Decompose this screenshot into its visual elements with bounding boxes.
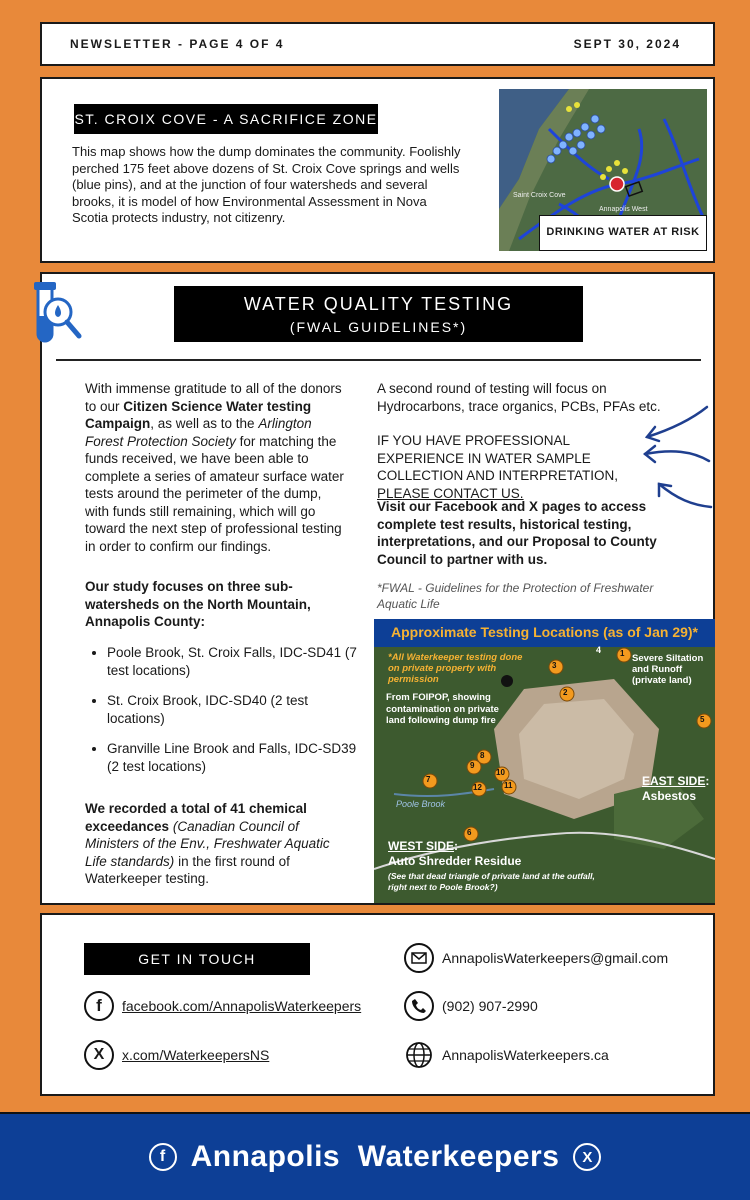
east-side-heading: EAST SIDE (642, 774, 706, 788)
professional-text: IF YOU HAVE PROFESSIONAL EXPERIENCE IN WATER SAMPLE COLLECTION AND INTERPRETATION, (377, 433, 619, 483)
intro-text-3: for matching the funds received, we have been able to complete a series of amateur surface water tests around the perimeter of the dump, with funds still remaining, which will go toward the next step of professional testing in order to confirm our findings. (85, 433, 344, 554)
email-link[interactable]: AnnapolisWaterkeepers@gmail.com (442, 950, 669, 966)
newsletter-date: SEPT 30, 2024 (573, 37, 681, 51)
west-side-heading: WEST SIDE (388, 839, 455, 853)
water-testing-title (174, 286, 583, 342)
intro-text-2: , as well as to the (150, 416, 259, 431)
fwal-footnote: *FWAL - Guidelines for the Protection of Freshwater Aquatic Life (377, 581, 654, 611)
list-item: • Poole Brook, St. Croix Falls, IDC-SD41 (7 test locations) (107, 644, 357, 679)
mail-icon (404, 943, 434, 973)
pin-7: 7 (426, 775, 431, 784)
pin-9: 9 (470, 761, 475, 770)
testing-map-note: *All Waterkeeper testing done on private property with permission (388, 652, 523, 685)
contact-section (40, 913, 715, 1096)
list-item: • St. Croix Brook, IDC-SD40 (2 test locations) (107, 692, 357, 727)
testing-map-arrow-4: 4 (596, 645, 602, 655)
water-testing-title-line1: WATER QUALITY TESTING (243, 294, 514, 314)
west-side-note: (See that dead triangle of private land at the outfall, right next to Poole Brook?) (388, 871, 595, 892)
footer-facebook-icon[interactable]: f (149, 1143, 177, 1171)
header-bar (40, 22, 715, 66)
pin-6: 6 (467, 828, 472, 837)
pin-5: 5 (700, 715, 705, 724)
water-testing-title-line2: (FWAL GUIDELINES*) (289, 319, 468, 335)
pin-12: 12 (473, 783, 482, 792)
west-side-shredder: Auto Shredder Residue (388, 854, 522, 868)
footer-x-icon[interactable]: X (573, 1143, 601, 1171)
water-testing-section (40, 272, 715, 905)
map-caption: DRINKING WATER AT RISK (539, 215, 707, 251)
email-row[interactable] (404, 943, 668, 973)
exceedances-standards: (Canadian Council of Ministers of the Env., Freshwater Aquatic Life standards) (85, 818, 330, 869)
phone-icon (404, 991, 434, 1021)
east-side-label: EAST SIDE: Asbestos (642, 774, 710, 803)
intro-paragraph (85, 380, 345, 555)
exceedances-paragraph (85, 800, 345, 888)
pin-2: 2 (563, 688, 568, 697)
get-in-touch-title: GET IN TOUCH (84, 943, 310, 975)
study-heading: Our study focuses on three sub-watersheds on the North Mountain, Annapolis County: (85, 579, 311, 629)
newsletter-page: NEWSLETTER - PAGE 4 OF 4 (70, 37, 285, 51)
phone-row[interactable] (404, 991, 538, 1021)
map-label-annapolis: Annapolis West (599, 206, 648, 213)
x-row[interactable] (84, 1040, 269, 1070)
visit-pages-text: Visit our Facebook and X pages to access complete test results, historical testing, interpretations, and our Proposal to County Council to partner with us. (377, 499, 657, 567)
east-side-asbestos: Asbestos (642, 789, 697, 803)
testing-map-foipop: From FOIPOP, showing contamination on private land following dump fire (386, 692, 499, 726)
x-link[interactable]: x.com/WaterkeepersNS (122, 1047, 270, 1063)
sacrifice-zone-text: This map shows how the dump dominates the community. Foolishly perched 175 feet above dozens of St. Croix Cove springs and wells (blue pins), and at the junction of four watersheds and several brooks, it is model of how Environmental Assessment in Nova Scotia protects industry, not citizenry. (72, 144, 461, 226)
facebook-icon: f (84, 991, 114, 1021)
test-tube-search-icon (24, 276, 88, 348)
footer-org-name: Annapolis Waterkeepers (190, 1140, 560, 1173)
sacrifice-zone-section (40, 77, 715, 263)
facebook-link[interactable]: facebook.com/AnnapolisWaterkeepers (122, 998, 362, 1014)
globe-icon (404, 1040, 434, 1070)
exceedances-count: We recorded a total of 41 chemical exceedances (85, 801, 307, 834)
pin-1: 1 (620, 649, 625, 658)
map-label-st-croix: Saint Croix Cove (513, 192, 566, 199)
pin-11: 11 (504, 781, 513, 790)
list-item: • Granville Line Brook and Falls, IDC-SD39 (2 test locations) (107, 740, 357, 775)
website-link[interactable]: AnnapolisWaterkeepers.ca (442, 1047, 609, 1063)
x-icon: X (84, 1040, 114, 1070)
facebook-row[interactable] (84, 991, 361, 1021)
intro-campaign: Citizen Science Water testing Campaign (85, 398, 312, 431)
pin-8: 8 (480, 751, 485, 760)
testing-map-title: Approximate Testing Locations (as of Jan 29)* (390, 624, 699, 640)
professional-callout (377, 432, 652, 502)
watershed-map (499, 89, 707, 251)
sacrifice-zone-title: ST. CROIX COVE - A SACRIFICE ZONE (74, 104, 378, 134)
second-round-text: A second round of testing will focus on Hydrocarbons, trace organics, PCBs, PFAs etc. (377, 381, 661, 414)
web-row[interactable] (404, 1040, 609, 1070)
contact-us-link[interactable]: PLEASE CONTACT US. (377, 485, 524, 501)
west-side-label: WEST SIDE: Auto Shredder Residue (See that dead triangle of private land at the outfall, right next to Poole Brook?) (388, 839, 708, 892)
footer-banner (0, 1112, 750, 1200)
intro-text-1: With immense gratitude to all of the donors to our (85, 381, 342, 414)
exceedances-rest: in the first round of Waterkeeper testing. (85, 853, 290, 886)
testing-map-siltation: Severe Siltation and Runoff (private land) (632, 653, 704, 686)
poole-brook-label: Poole Brook (396, 799, 446, 809)
phone-number[interactable]: (902) 907-2990 (442, 998, 538, 1014)
intro-society: Arlington Forest Protection Society (85, 416, 312, 449)
pin-3: 3 (552, 661, 557, 670)
testing-locations-map (374, 619, 715, 903)
watershed-list (85, 644, 357, 775)
pin-10: 10 (496, 768, 505, 777)
section-divider (56, 359, 701, 361)
